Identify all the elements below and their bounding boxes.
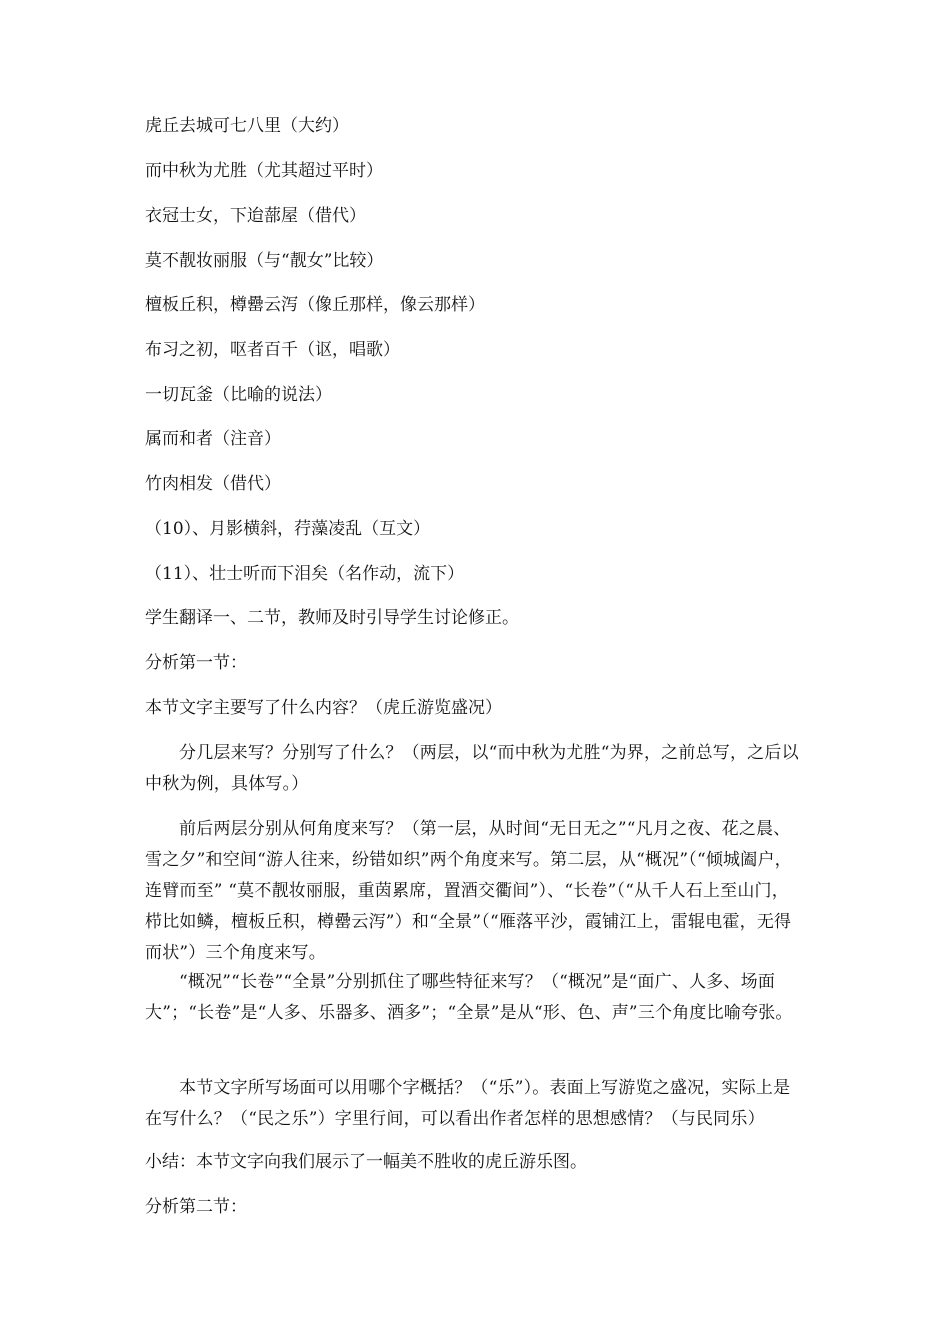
paragraph-angles: 前后两层分别从何角度来写？（第一层，从时间“无日无之”“凡月之夜、花之晨、雪之夕”和空间“游人往来，纷错如织”两个角度来写。第二层，从“概况”（“倾城阖户，连臂而至” “莫不靓妆丽服，重茵累席，置酒交衢间”）、“长卷”（“从千人石上至山门，栉比如鳞，檀板丘积，樽罍云泻”）和“全景”（“雁落平沙，霞铺江上，雷辊电霍，无得而状”）三个角度来写。 xyxy=(145,819,792,963)
annotation-line-8: 属而和者（注音） xyxy=(145,429,281,449)
annotation-line-6: 布习之初，呕者百千（讴，唱歌） xyxy=(145,340,400,360)
paragraph-summary-question: 本节文字所写场面可以用哪个字概括？（“乐”）。表面上写游览之盛况，实际上是在写什么？（“民之乐”）字里行间，可以看出作者怎样的思想感情？（与民同乐） xyxy=(145,1078,791,1129)
question-line: 本节文字主要写了什么内容？（虎丘游览盛况） xyxy=(145,698,502,718)
annotation-line-2: 而中秋为尤胜（尤其超过平时） xyxy=(145,161,383,181)
annotation-line-9: 竹肉相发（借代） xyxy=(145,474,281,494)
annotation-line-5: 檀板丘积，樽罍云泻（像丘那样，像云那样） xyxy=(145,295,485,315)
annotation-line-1: 虎丘去城可七八里（大约） xyxy=(145,116,349,136)
instruction-line: 学生翻译一、二节，教师及时引导学生讨论修正。 xyxy=(145,608,519,628)
summary-line: 小结：本节文字向我们展示了一幅美不胜收的虎丘游乐图。 xyxy=(145,1152,587,1172)
paragraph-layers: 分几层来写？分别写了什么？（两层，以“而中秋为尤胜“为界，之前总写，之后以中秋为例，具体写。） xyxy=(145,743,799,794)
paragraph-features: “概况”“长卷”“全景”分别抓住了哪些特征来写？（“概况”是“面广、人多、场面大”；“长卷”是“人多、乐器多、酒多”；“全景”是从“形、色、声”三个角度比喻夸张。 xyxy=(145,972,793,1023)
annotation-line-3: 衣冠士女，下迨蔀屋（借代） xyxy=(145,206,366,226)
annotation-line-11: （11）、壮士听而下泪矣（名作动，流下） xyxy=(145,564,465,584)
annotation-line-10: （10）、月影横斜，荇藻凌乱（互文） xyxy=(145,519,431,539)
section-1-heading: 分析第一节： xyxy=(145,653,247,673)
section-2-heading: 分析第二节： xyxy=(145,1197,247,1217)
annotation-line-7: 一切瓦釜（比喻的说法） xyxy=(145,385,332,405)
annotation-line-4: 莫不靓妆丽服（与“靓女”比较） xyxy=(145,251,384,271)
